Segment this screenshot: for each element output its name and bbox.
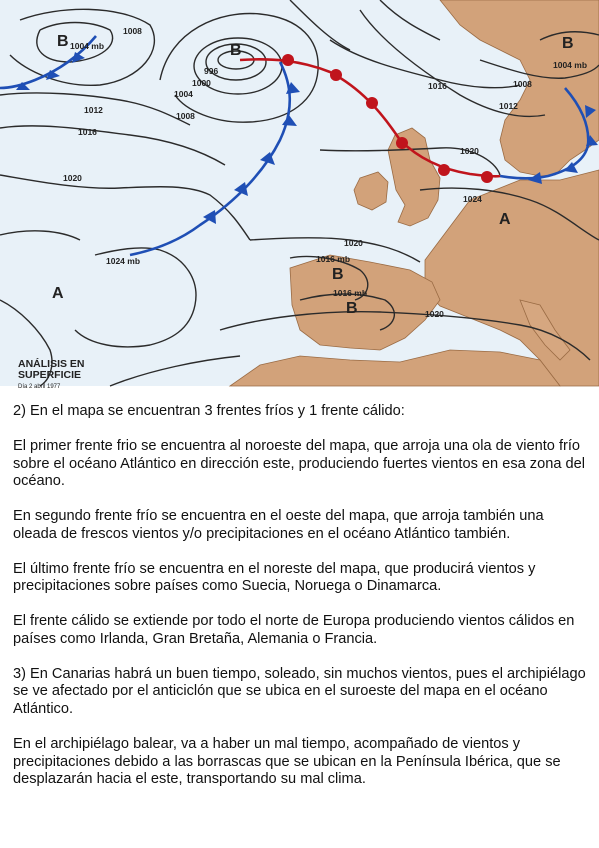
map-caption-line1: ANÁLISIS EN: [18, 358, 85, 370]
label-1016mb-spain2: 1016 mb: [333, 288, 368, 298]
paragraph-6: 3) En Canarias habrá un buen tiempo, soleado, sin muchos vientos, pues el archipiélago se ve afectado por el anticiclón que se ubica en el suroeste del mapa en el océano Atlántico.: [13, 665, 586, 718]
label-1020-central: 1020: [460, 146, 479, 156]
label-1012-west: 1012: [84, 105, 103, 115]
label-1024-east: 1024: [463, 194, 482, 204]
label-1004mb-ne: 1004 mb: [553, 60, 588, 70]
label-1008-ne: 1008: [513, 79, 532, 89]
warm-front-dot: [396, 137, 408, 149]
low-center-spain-s: B: [346, 300, 358, 317]
label-996: 996: [204, 66, 219, 76]
warm-front-dot: [282, 54, 294, 66]
low-center-spain-n: B: [332, 266, 344, 283]
high-center-east: A: [499, 211, 511, 228]
warm-front-dot: [366, 97, 378, 109]
paragraph-4: El último frente frío se encuentra en el noreste del mapa, que producirá vientos y precipitaciones sobre países como Suecia, Noruega o Dinamarca.: [13, 560, 536, 595]
paragraph-3: En segundo frente frío se encuentra en el oeste del mapa, que arroja también una oleada de frescos vientos y/o precipitaciones en el océano Atlántico también.: [13, 508, 544, 542]
weather-map: [0, 0, 599, 390]
warm-front-dot: [438, 164, 450, 176]
low-center-central: B: [230, 42, 242, 59]
label-1004: 1004: [174, 89, 193, 99]
label-1008-top: 1008: [123, 26, 142, 36]
label-1004mb-nw: 1004 mb: [70, 41, 105, 51]
paragraph-1: 2) En el mapa se encuentran 3 frentes fríos y 1 frente cálido:: [13, 403, 405, 419]
low-center-ne: B: [562, 35, 574, 52]
answer-text: [13, 403, 588, 806]
high-center-sw: A: [52, 285, 64, 302]
label-1012-ne: 1012: [499, 101, 518, 111]
map-caption-date: Día 2 abril 1977: [18, 384, 61, 390]
warm-front-dot: [330, 69, 342, 81]
label-1020-west: 1020: [63, 173, 82, 183]
label-1020-spain: 1020: [344, 238, 363, 248]
map-caption-line2: SUPERFICIE: [18, 369, 82, 381]
low-center-nw: B: [57, 33, 69, 50]
label-1016mb-spain: 1016 mb: [316, 254, 351, 264]
paragraph-2: El primer frente frio se encuentra al noroeste del mapa, que arroja una ola de viento frío sobre el océano Atlántico en dirección este, produciendo fuertes vientos en esa zona del océano.: [13, 437, 585, 490]
label-1016-ne: 1016: [428, 81, 447, 91]
label-1020-se: 1020: [425, 309, 444, 319]
label-1024mb: 1024 mb: [106, 256, 141, 266]
weather-map-svg: [0, 0, 599, 390]
label-1016-west: 1016: [78, 127, 97, 137]
label-1000: 1000: [192, 78, 211, 88]
paragraph-5: El frente cálido se extiende por todo el norte de Europa produciendo vientos cálidos en países como Irlanda, Gran Bretaña, Alemania o Francia.: [13, 613, 575, 647]
label-1008-mid: 1008: [176, 111, 195, 121]
warm-front-dot: [481, 171, 493, 183]
paragraph-7: En el archipiélago balear, va a haber un mal tiempo, acompañado de vientos y precipitaciones debido a las borrascas que se ubican en la Península Ibérica, que se desplazarán hacia el este, transportando su mal clima.: [13, 736, 561, 788]
